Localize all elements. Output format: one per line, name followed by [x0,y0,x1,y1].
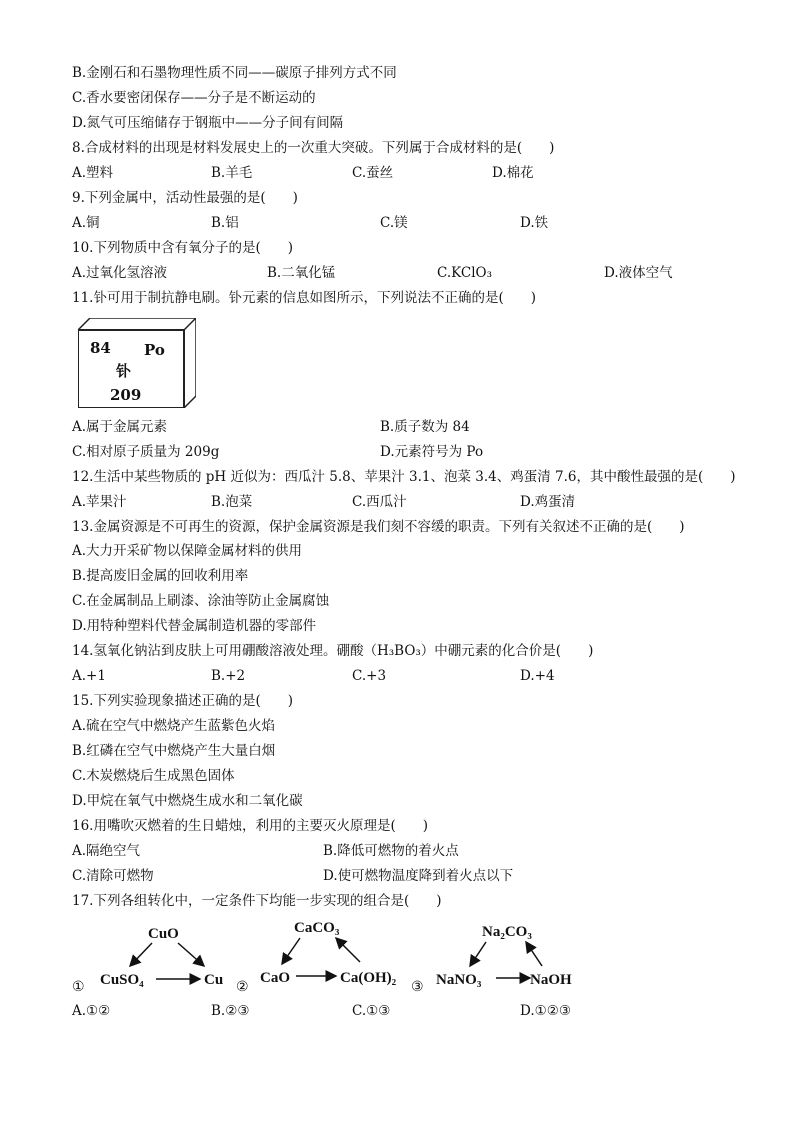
arrow-icon [470,942,486,966]
arrow-icon [282,938,300,964]
q14-option-d: D.+4 [520,668,555,684]
q15-stem: 15.下列实验现象描述正确的是( ) [72,693,294,709]
group-2-left: CaO [260,970,290,986]
q16-option-b: B.降低可燃物的着火点 [323,843,459,859]
arrow-icon [526,942,542,966]
q14-stem: 14.氢氧化钠沾到皮肤上可用硼酸溶液处理。硼酸（H₃BO₃）中硼元素的化合价是( ) [72,643,594,659]
q10-option-d: D.液体空气 [604,265,673,281]
group-2-top: CaCO₃ [294,920,340,936]
q17-option-d: D.①②③ [520,1003,571,1019]
q16-option-d: D.使可燃物温度降到着火点以下 [323,868,514,884]
q8-option-c: C.蚕丝 [352,165,394,181]
q7-option-c: C.香水要密闭保存——分子是不断运动的 [72,90,316,106]
q13-option-b: B.提高废旧金属的回收利用率 [72,568,249,584]
q9-option-b: B.铝 [211,215,239,231]
q17-stem: 17.下列各组转化中，一定条件下均能一步实现的组合是( ) [72,893,442,909]
q15-option-c: C.木炭燃烧后生成黑色固体 [72,768,235,784]
group-1-top: CuO [148,926,179,942]
q15-option-d: D.甲烷在氧气中燃烧生成水和二氧化碳 [72,793,303,809]
q13-option-a: A.大力开采矿物以保障金属材料的供用 [72,543,303,559]
element-symbol: Po [144,341,165,359]
q11-stem: 11.钋可用于制抗静电刷。钋元素的信息如图所示，下列说法不正确的是( ) [72,290,537,306]
q13-option-d: D.用特种塑料代替金属制造机器的零部件 [72,618,317,634]
q15-option-a: A.硫在空气中燃烧产生蓝紫色火焰 [72,718,276,734]
q17-option-b: B.②③ [211,1003,250,1019]
element-mass: 209 [110,386,142,404]
q12-option-d: D.鸡蛋清 [520,494,576,510]
q10-option-a: A.过氧化氢溶液 [72,265,168,281]
q15-option-b: B.红磷在空气中燃烧产生大量白烟 [72,743,276,759]
q8-option-a: A.塑料 [72,165,114,181]
q12-option-a: A.苹果汁 [72,494,127,510]
group-1-right: Cu [204,972,224,988]
q10-option-b: B.二氧化锰 [267,265,336,281]
q7-option-b: B.金刚石和石墨物理性质不同——碳原子排列方式不同 [72,65,397,81]
q13-option-c: C.在金属制品上刷漆、涂油等防止金属腐蚀 [72,593,330,609]
q8-stem: 8.合成材料的出现是材料发展史上的一次重大突破。下列属于合成材料的是( ) [72,140,555,156]
q10-stem: 10.下列物质中含有氧分子的是( ) [72,240,294,256]
q17-option-c: C.①③ [352,1003,391,1019]
group-3-number: ③ [411,979,424,995]
q9-option-d: D.铁 [520,215,549,231]
q14-option-a: A.+1 [72,668,106,684]
group-3-left: NaNO₃ [436,972,482,988]
group-3-top: Na₂CO₃ [482,924,532,940]
group-3-right: NaOH [530,972,572,988]
q7-option-d: D.氮气可压缩储存于钢瓶中——分子间有间隔 [72,115,344,131]
q11-option-d: D.元素符号为 Po [380,444,484,460]
element-card-polonium [78,318,196,408]
q12-option-c: C.西瓜汁 [352,494,407,510]
q14-option-c: C.+3 [352,668,387,684]
q9-stem: 9.下列金属中，活动性最强的是( ) [72,190,298,206]
arrow-icon [336,938,360,962]
q9-option-a: A.铜 [72,215,100,231]
q9-option-c: C.镁 [380,215,408,231]
group-2-number: ② [236,979,249,995]
q8-option-b: B.羊毛 [211,165,253,181]
group-1-left: CuSO₄ [100,972,144,988]
q12-option-b: B.泡菜 [211,494,253,510]
q11-option-a: A.属于金属元素 [72,419,168,435]
q17-option-a: A.①② [72,1003,111,1019]
q16-option-a: A.隔绝空气 [72,843,141,859]
q16-option-c: C.清除可燃物 [72,868,154,884]
q11-option-c: C.相对原子质量为 209g [72,444,220,460]
transformation-diagram-2 [258,912,408,992]
q14-option-b: B.+2 [211,668,246,684]
element-number: 84 [90,339,111,357]
q12-stem: 12.生活中某些物质的 pH 近似为：西瓜汁 5.8、苹果汁 3.1、泡菜 3.4、鸡蛋清 7.6，其中酸性最强的是( ) [72,469,736,485]
arrow-icon [130,943,152,966]
group-2-right: Ca(OH)₂ [340,970,397,986]
transformation-diagram-1 [96,918,230,992]
element-name: 钋 [116,362,132,380]
group-1-number: ① [72,979,85,995]
q13-stem: 13.金属资源是不可再生的资源，保护金属资源是我们刻不容缓的职责。下列有关叙述不正确的是( ) [72,519,685,535]
q16-stem: 16.用嘴吹灭燃着的生日蜡烛，利用的主要灭火原理是( ) [72,818,429,834]
q8-option-d: D.棉花 [492,165,534,181]
q11-option-b: B.质子数为 84 [380,419,470,435]
transformation-diagram-3 [434,916,584,994]
arrow-icon [178,943,204,966]
q10-option-c: C.KClO₃ [437,265,492,281]
